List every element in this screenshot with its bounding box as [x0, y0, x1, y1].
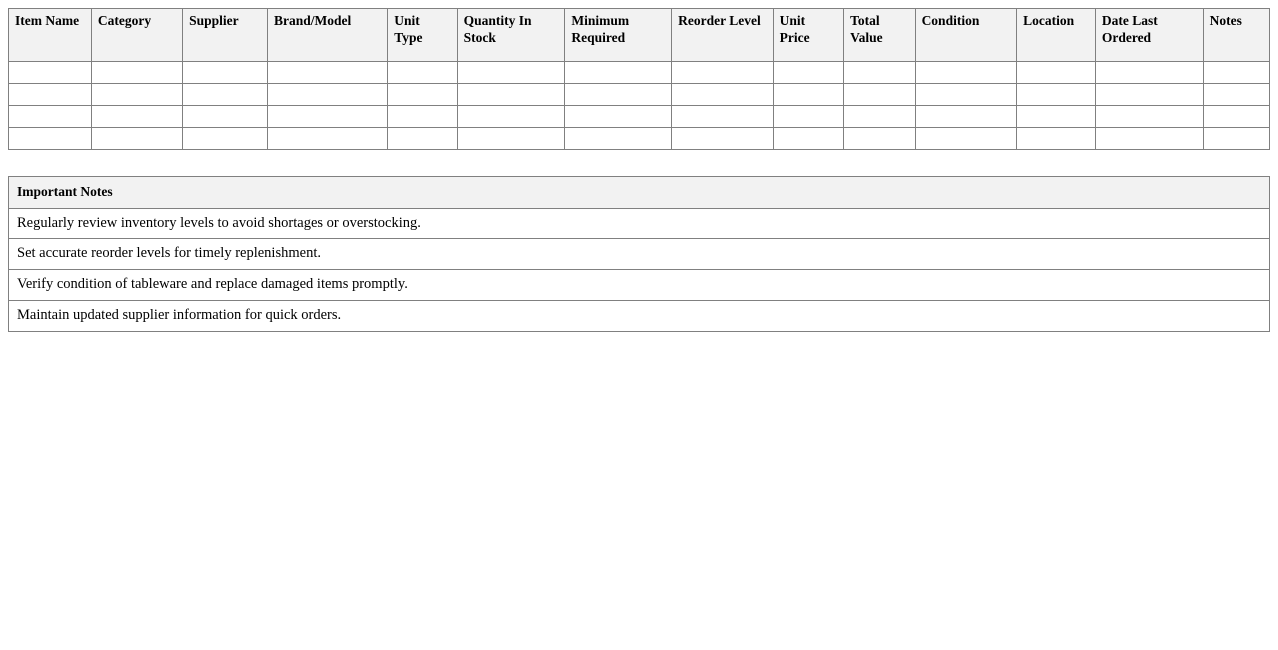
cell-unit-price[interactable] [773, 62, 843, 84]
cell-brand-model[interactable] [268, 106, 388, 128]
cell-supplier[interactable] [183, 84, 268, 106]
cell-reorder-level[interactable] [672, 62, 774, 84]
cell-date-last-ordered[interactable] [1095, 84, 1203, 106]
inventory-table-header [9, 9, 1270, 62]
cell-condition[interactable] [915, 84, 1017, 106]
cell-unit-type[interactable] [388, 84, 457, 106]
cell-notes[interactable] [1203, 84, 1269, 106]
column-header-unit-type: Unit Type [388, 9, 457, 62]
column-header-condition: Condition [915, 9, 1017, 62]
note-item: Verify condition of tableware and replace damaged items promptly. [9, 270, 1270, 301]
notes-row [9, 208, 1270, 239]
cell-unit-type[interactable] [388, 106, 457, 128]
note-item: Set accurate reorder levels for timely replenishment. [9, 239, 1270, 270]
column-header-date-last-ordered: Date Last Ordered [1095, 9, 1203, 62]
column-header-quantity-in-stock: Quantity In Stock [457, 9, 565, 62]
cell-unit-price[interactable] [773, 106, 843, 128]
cell-date-last-ordered[interactable] [1095, 128, 1203, 150]
column-header-reorder-level: Reorder Level [672, 9, 774, 62]
column-header-notes: Notes [1203, 9, 1269, 62]
cell-quantity-in-stock[interactable] [457, 62, 565, 84]
cell-category[interactable] [91, 84, 182, 106]
column-header-minimum-required: Minimum Required [565, 9, 672, 62]
cell-supplier[interactable] [183, 128, 268, 150]
cell-minimum-required[interactable] [565, 84, 672, 106]
notes-row [9, 301, 1270, 332]
notes-row [9, 270, 1270, 301]
cell-location[interactable] [1017, 62, 1096, 84]
important-notes-header: Important Notes [9, 177, 1270, 209]
cell-item-name[interactable] [9, 106, 92, 128]
cell-location[interactable] [1017, 128, 1096, 150]
cell-quantity-in-stock[interactable] [457, 84, 565, 106]
inventory-table-body [9, 62, 1270, 150]
cell-condition[interactable] [915, 106, 1017, 128]
cell-brand-model[interactable] [268, 128, 388, 150]
cell-brand-model[interactable] [268, 84, 388, 106]
cell-notes[interactable] [1203, 106, 1269, 128]
cell-unit-price[interactable] [773, 84, 843, 106]
cell-total-value[interactable] [844, 106, 915, 128]
cell-total-value[interactable] [844, 62, 915, 84]
cell-unit-type[interactable] [388, 128, 457, 150]
cell-location[interactable] [1017, 84, 1096, 106]
cell-category[interactable] [91, 62, 182, 84]
column-header-total-value: Total Value [844, 9, 915, 62]
cell-unit-price[interactable] [773, 128, 843, 150]
cell-reorder-level[interactable] [672, 84, 774, 106]
column-header-supplier: Supplier [183, 9, 268, 62]
notes-header-row [9, 177, 1270, 209]
cell-minimum-required[interactable] [565, 62, 672, 84]
cell-location[interactable] [1017, 106, 1096, 128]
column-header-location: Location [1017, 9, 1096, 62]
cell-notes[interactable] [1203, 62, 1269, 84]
cell-quantity-in-stock[interactable] [457, 106, 565, 128]
cell-item-name[interactable] [9, 128, 92, 150]
table-row [9, 128, 1270, 150]
note-item: Maintain updated supplier information for quick orders. [9, 301, 1270, 332]
cell-supplier[interactable] [183, 62, 268, 84]
column-header-unit-price: Unit Price [773, 9, 843, 62]
column-header-brand-model: Brand/Model [268, 9, 388, 62]
column-header-item-name: Item Name [9, 9, 92, 62]
cell-item-name[interactable] [9, 84, 92, 106]
note-item: Regularly review inventory levels to avoid shortages or overstocking. [9, 208, 1270, 239]
inventory-table [8, 8, 1270, 150]
cell-condition[interactable] [915, 128, 1017, 150]
cell-date-last-ordered[interactable] [1095, 62, 1203, 84]
cell-condition[interactable] [915, 62, 1017, 84]
important-notes-body [9, 177, 1270, 332]
table-row [9, 62, 1270, 84]
table-header-row [9, 9, 1270, 62]
cell-reorder-level[interactable] [672, 128, 774, 150]
cell-reorder-level[interactable] [672, 106, 774, 128]
cell-item-name[interactable] [9, 62, 92, 84]
cell-supplier[interactable] [183, 106, 268, 128]
cell-brand-model[interactable] [268, 62, 388, 84]
important-notes-table [8, 176, 1270, 332]
table-row [9, 84, 1270, 106]
cell-quantity-in-stock[interactable] [457, 128, 565, 150]
cell-total-value[interactable] [844, 84, 915, 106]
column-header-category: Category [91, 9, 182, 62]
table-row [9, 106, 1270, 128]
cell-category[interactable] [91, 106, 182, 128]
cell-unit-type[interactable] [388, 62, 457, 84]
notes-row [9, 239, 1270, 270]
cell-notes[interactable] [1203, 128, 1269, 150]
cell-category[interactable] [91, 128, 182, 150]
cell-date-last-ordered[interactable] [1095, 106, 1203, 128]
cell-minimum-required[interactable] [565, 106, 672, 128]
cell-minimum-required[interactable] [565, 128, 672, 150]
cell-total-value[interactable] [844, 128, 915, 150]
